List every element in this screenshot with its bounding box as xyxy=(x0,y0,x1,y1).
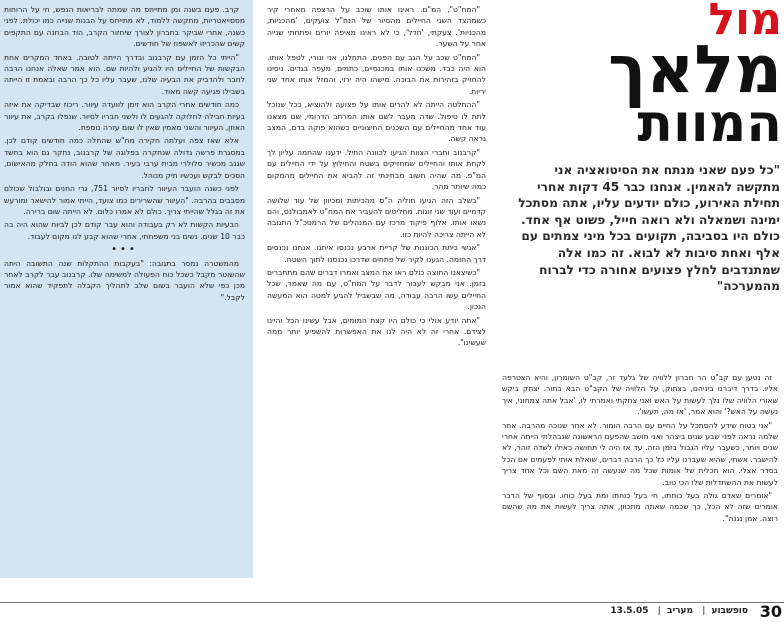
right-paragraph: "אני בטוח שידע להסתכל על החיים עם הרבה הומור. לא אחר שנוכה מהרבה. אחר שלמה נראה לפני שבע שנים ביצהר ואני חושב שהפעם הראשונה שנבהלתי הייתה אחרי שנים ויותר, כשעבר עליו הגבול בזמן הזה. עד אז היה לי תחושה כאילו לשדה זוהר, לא להישבר. אשתי, שהיא שעברנו עליו כל כך הרבה דברים, שואלת אותי לפעמים אם הכל בסדר אצלי. הוא תכלית של אומות שכל מה שנעשה זה מאת השם וכל אחד צריך לעשות את ההשתדלות שלו הכי טוב. xyxy=(502,420,778,487)
left-paragraph: "הייתי כל הזמן עם קרבנוב ובדרך הייתה לטובה. באחד המקרים אחת הבקשות של החיילים היו להגיע ולהיות שם. הוא אמר שאלה אנחנו הרבה לחבר ולהדביק את הבעיה שלנו, שעבר עליו כל כך הרבה ובאמת זו הייתה בשבילו פגיעה קשה מאוד. xyxy=(4,52,245,96)
middle-paragraph: "אנשי כיתת הכוננות של קריית ארבע נכנסו איתנו. אנחנו נכנסים דרך החומה. הגענו לקיר של פתחים שדרכו נכנסנו לתוך השטח. xyxy=(267,243,486,264)
middle-paragraph: "המח"ט שכב על הגב עם הפנים. התחלנו, אני ונורי, לטפל אותו. הוא היה כבד. משכנו אותו במכנסיים, כתמים, מעפר בגדים. ניסינו להחזיק בזהירות את הבוכה. מישהו היה ירוי, והמזל אותו אחד שני יריות. xyxy=(267,52,486,96)
footer-date: 13.5.05 xyxy=(610,606,649,616)
middle-text-column xyxy=(263,0,490,578)
section-separator: ••• xyxy=(111,244,138,256)
left-paragraph: הבעיות הקשות לא רק בעבודה והוא עבר קודם לכן לביוח שהוא היה בה כבר 10 שנים. נשים בני משפחתי, אחרי שהוא קבע לנו מקום לעבוד. xyxy=(4,220,245,241)
page-footer xyxy=(0,580,784,622)
middle-paragraph: "אתה יודע אולי כי כולם היו קצת המומים, אבל עשינו הכל והיינו לצידם. אחרי זה לא היה לנו את האפשרות להשפיע יותר ממה שעשינו". xyxy=(267,315,486,348)
footer-info: סופשבוע| מעריב| 13.5.05 xyxy=(610,606,748,616)
page-number: 30 xyxy=(759,602,782,621)
left-paragraph: מהמשטרה נמסר בתגובה: "בעקבות ההתקלות שנה התשובה היתה שהשוטר מקבל כשכל כוח הפעולה למשימה שלו. קרבנוב עבר לקרב לאחר מכן כפי שלא הועבר בשום שלב לתהליך הקבלה לתפקיד שהוא אמור לקבל." xyxy=(4,258,245,302)
pull-quote: "כל פעם שאני מנתח את הסיטואציה אני מתקשה להאמין. אנחנו כבר 45 דקות אחרי תחילת האירוע, כולם יודעים עליו, אתה מסתכל ימינה ושמאלה ולא רואה חייל, פשוט אף אחד. כולם היו בסביבה, תקועים בכל מיני צמתים עם אלף ואחת סיבות לא לבוא. זה כמו אלה שמתנדבים לחלץ פצועים אחורה כדי לברוח מהמערכה" xyxy=(518,163,780,294)
right-text-column xyxy=(500,372,784,577)
left-paragraph: אלא שאז צפה ועלתה חקירה מח"ש שהחלה כמה חודשים קודם לכן. במסגרת פרשה גדולה שנחקרה בפלוגה של קרבנוב, נחקר גם הוא בחשד שגנב מכשיר סלולרי מבית ערבי בעיר. מאחר שהוא הודה בחלק מהאישום, הסכים לבקש ועכשיו תיק מנוהל. xyxy=(4,136,245,180)
footer-divider xyxy=(0,602,784,603)
article-headline xyxy=(560,0,782,160)
footer-section: סופשבוע xyxy=(711,606,748,616)
left-paragraph: קרב. פעם בשנה ומן מתייחס מה שמתה לבריאות הנפש, חי על הרוחות מססייאטריות, מתקשה ללמוד, לא מתייחס על הבנות שנייה כמו יכולת. לפני כשנה, אחרי שביקר בחברון לצורך שיחזור הקרב, הוד הבחנה עם התקפים קשים שהכריזו לאשפוז של חודשים. xyxy=(4,5,245,49)
middle-paragraph: "ההחלטה הייתה לא להרים אותו על פצועה ולהוציא, ככל שנוכל לתת לו טיפול. שדה מעבר לשם אותו המרחב הדרומי, שם מצאנו עוד אחד מהחיילים עם השכנים החיצוניים כשהוא פוקה בדם, המצב נראה קשה. xyxy=(267,100,486,144)
middle-paragraph: "המח"ט", המ"ם. ראינו אותו שוכב על הרצפה מאחרי קיר כשמהצד השני החיילים מהסיור של הנח"ל צועקים, 'מהכניות, מהכניות'. צעקתי, 'חדל', כי לא ראינו מאיפה יורים ופתחתי שנייה אחר על השער. xyxy=(267,5,486,49)
headline-line-2: מלאך xyxy=(608,31,782,109)
left-paragraph: לפני כשנה הועבר העיוור לחבריו לסיור 751, גרי החנים ובולבול שכולם מסבבים בהרבה. "העיוור שהשרירים כמו צועד, הייתי אמור להישאר ומורעש את זה בגלל שהייתי צריך. כולם לא אמרו כלום. לא הייתה שום ברירה. xyxy=(4,184,245,216)
right-paragraph: "אומרים שאדם גולה בעל כוחתו, חי בעל כוחתו ומת בעל כוחו. ובסוף של הדבר אומרים שזה לא הכל, כך שכמה שאתה מתכוון, אתה צריך לעשות את מה שהשם רוצה. אמן נגנה". xyxy=(502,491,778,523)
middle-paragraph: "קרבנוב וחברי הצוות הגיעו לכוונה החיל. ידענו שהחמה עליון לך לקחת אותו והחיילים שמחזיקים בשטח והחילוץ על ידי החיילים עם המ"פ. מה שהיה חשוב מבחינתי זה להביא את החיילים מהמקום כמה שיותר מהר. xyxy=(267,147,486,192)
headline-line-1: מול xyxy=(708,0,782,45)
middle-paragraph: "בשלב הזה הגיעו חוליה ה"ס מהכיתות ומכיוון של עוד שלושה קדמיים ועוד שני זוגות. מחליטים להעביר את המח"ט לאמבולנס, והם נשאו אותו. אלוף פיקוד מרכז עם המנהלים של הרמטכ"ל התגובה לא הייתה צריכה להיות כזו. xyxy=(267,195,486,239)
footer-paper: מעריב xyxy=(666,606,694,616)
left-text-column xyxy=(0,0,253,578)
middle-paragraph: "כשיצאנו החוצה כולם ראו את המצב ואמרו דברים שהם מתחברים בזמן. אני מבקש לעבור לדבר על המח"ט, עם מה שאמר, שכל החיילים עשו הרבה עבודה, מה שבשביל להגיע למטה הוא המעשה הנכון. xyxy=(267,267,486,312)
right-paragraph: זה נטען עם קב"ט הר חברון ללוויה של גלעד זר, קב"ט השומרון, והיא הצטרפה אליו. בדרך דיברנו ביניהם, בצחוק, על הלוויה של הקב"ט הבא בתור. יצחק ביקש שאורי הלוויה שלו נלך לעשות על האש ואני צחקתי ואמרתי לו, 'אבל אתה צמחוני, איך נעשה על האש?' והוא אמר, 'אז מה, תעשו'. xyxy=(502,373,778,417)
left-paragraph: כמה חודשים אחרי הקרב הוא זימן לוועדה עיוור. ריכוז שבדיקה את איזה בעיות חבילה לחלוקה להגעים לו ולשני חבריו לסיור. שנפלו בקרב, את עיוור האוזן, העיוור והשני מאמין שאין לו שום עזרה נוספת. xyxy=(4,100,245,133)
headline-line-3: המוות xyxy=(637,94,782,155)
